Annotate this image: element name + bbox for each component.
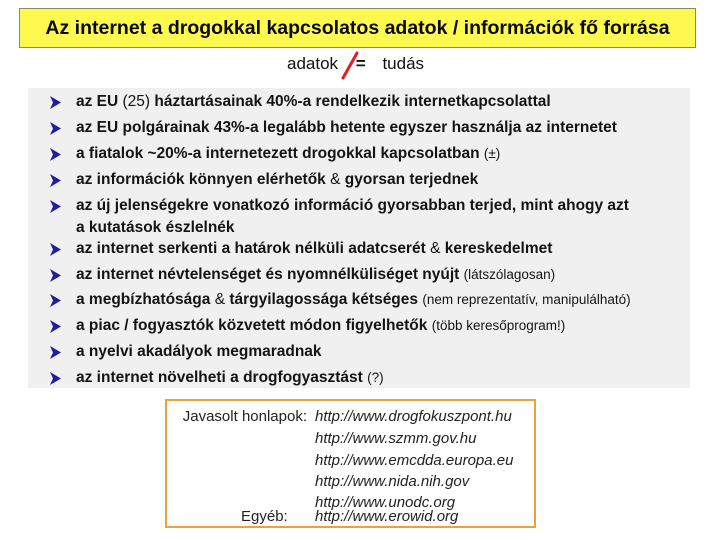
link-url[interactable]: http://www.szmm.gov.hu bbox=[315, 430, 477, 447]
bullet-note: (több keresőprogram!) bbox=[431, 318, 566, 333]
bullet-text: a fiatalok ~20%-a internetezett drogokkal kapcsolatban bbox=[76, 145, 484, 162]
bullet-muted: (25) bbox=[122, 93, 151, 110]
bullet-item bbox=[76, 91, 551, 113]
bullet-text: a nyelvi akadályok megmaradnak bbox=[76, 343, 322, 360]
bullet-muted: & bbox=[430, 240, 441, 257]
equation-sign: = bbox=[355, 54, 366, 73]
bullet-note: (±) bbox=[483, 146, 501, 161]
arrowhead-bullet-icon bbox=[50, 269, 61, 282]
bullet-text-rest: kereskedelmet bbox=[440, 240, 553, 257]
bullet-muted: & bbox=[330, 171, 341, 188]
bullet-text: a megbízhatósága bbox=[76, 291, 215, 308]
arrowhead-bullet-icon bbox=[50, 200, 61, 213]
bullet-text-rest: tárgyilagossága kétséges bbox=[225, 291, 423, 308]
arrowhead-bullet-icon bbox=[50, 243, 61, 256]
bullet-text: az internet serkenti a határok nélküli adatcserét bbox=[76, 240, 431, 257]
bullet-item bbox=[76, 341, 322, 363]
link-url[interactable]: http://www.unodc.org bbox=[315, 494, 456, 511]
bullet-item bbox=[76, 264, 555, 286]
bullet-item bbox=[76, 195, 629, 239]
bullet-text: az új jelenségekre vonatkozó információ gyorsabban terjed, mint ahogy azt bbox=[76, 197, 629, 214]
bullet-note: (látszólagosan) bbox=[463, 267, 556, 282]
bullet-muted: & bbox=[214, 291, 226, 308]
other-label: Egyéb: bbox=[241, 508, 288, 525]
link-url[interactable]: http://www.nida.nih.gov bbox=[315, 473, 470, 490]
bullet-text: a piac / fogyasztók közvetett módon figyelhetők bbox=[76, 317, 432, 334]
bullet-text: az EU polgárainak 43%-a legalább hetente egyszer használja az internetet bbox=[76, 119, 617, 136]
recommended-label: Javasolt honlapok: bbox=[182, 408, 307, 425]
bullet-item bbox=[76, 143, 500, 165]
bullet-text: az internet névtelenséget és nyomnélküliséget nyújt bbox=[76, 266, 464, 283]
bullet-text: az EU bbox=[76, 93, 123, 110]
bullet-item bbox=[76, 117, 617, 139]
bullet-note: (?) bbox=[367, 370, 384, 385]
arrowhead-bullet-icon bbox=[50, 346, 61, 359]
arrowhead-bullet-icon bbox=[50, 148, 61, 161]
arrowhead-bullet-icon bbox=[50, 174, 61, 187]
equation-row bbox=[287, 54, 424, 76]
arrowhead-bullet-icon bbox=[50, 320, 61, 333]
bullet-text-rest: háztartásainak 40%-a rendelkezik internetkapcsolattal bbox=[150, 93, 551, 110]
bullet-panel bbox=[28, 88, 690, 388]
link-url[interactable]: http://www.drogfokuszpont.hu bbox=[315, 408, 512, 425]
bullet-text: az internet növelheti a drogfogyasztást bbox=[76, 369, 368, 386]
arrowhead-bullet-icon bbox=[50, 294, 61, 307]
bullet-note: (nem reprezentatív, manipulálható) bbox=[422, 292, 631, 307]
link-url[interactable]: http://www.erowid.org bbox=[315, 508, 459, 525]
equation-left: adatok bbox=[287, 54, 339, 73]
page-title: Az internet a drogokkal kapcsolatos adatok / információk fő forrása bbox=[45, 16, 670, 39]
title-banner bbox=[19, 8, 696, 48]
equation-right: tudás bbox=[382, 54, 425, 73]
red-slash-icon bbox=[337, 50, 363, 80]
links-box bbox=[165, 399, 536, 528]
link-url[interactable]: http://www.emcdda.europa.eu bbox=[315, 452, 514, 469]
bullet-item bbox=[76, 238, 552, 260]
bullet-text-line2: a kutatások észlelnék bbox=[76, 219, 235, 236]
bullet-item bbox=[76, 315, 565, 337]
arrowhead-bullet-icon bbox=[50, 372, 61, 385]
arrowhead-bullet-icon bbox=[50, 96, 61, 109]
bullet-item bbox=[76, 367, 384, 389]
arrowhead-bullet-icon bbox=[50, 122, 61, 135]
bullet-item bbox=[76, 289, 631, 311]
bullet-item bbox=[76, 169, 478, 191]
bullet-text: az információk könnyen elérhetők bbox=[76, 171, 331, 188]
bullet-text-rest: gyorsan terjednek bbox=[340, 171, 479, 188]
